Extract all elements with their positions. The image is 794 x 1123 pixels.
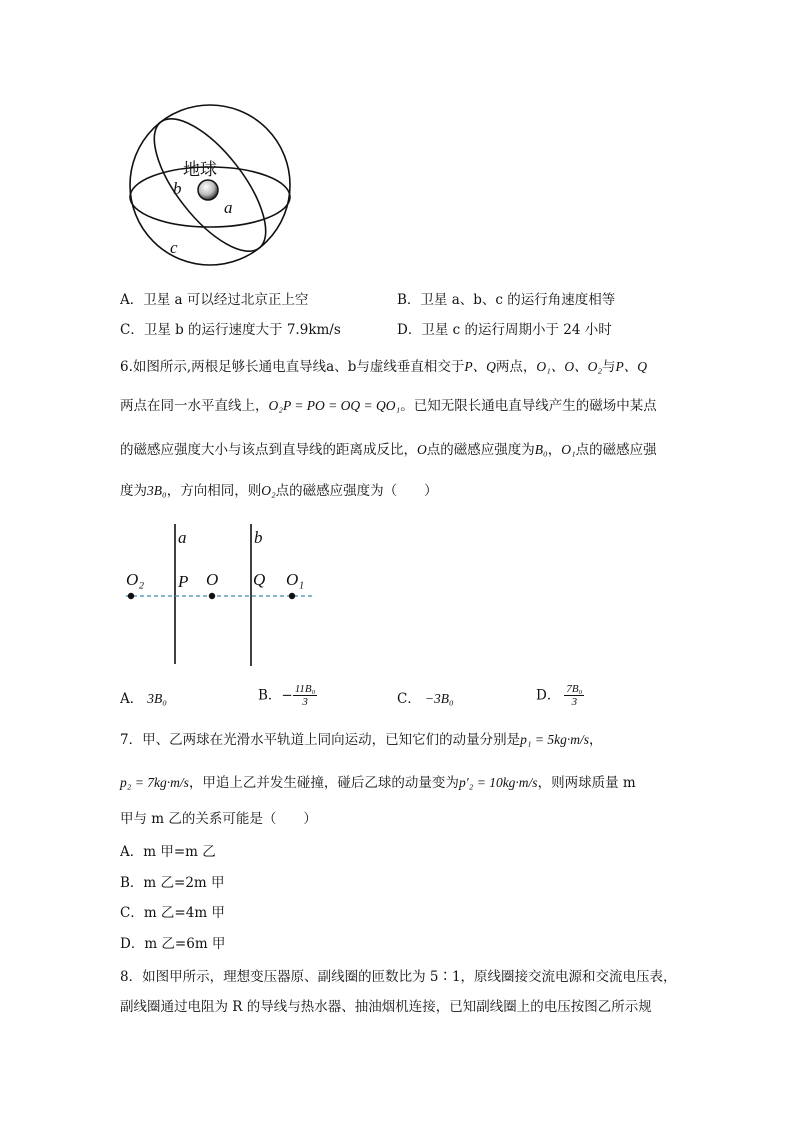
point-o1-label: O₁ — [286, 570, 305, 589]
q6-math: O₂ — [261, 483, 276, 498]
q7-option-c: C．m 乙=4m 甲 — [120, 905, 225, 921]
q6-math: 3B₀ — [147, 483, 167, 498]
q6-math: P、Q — [615, 359, 648, 374]
q6-math: O₁ — [561, 442, 576, 457]
q6-math: P、Q — [464, 359, 496, 374]
q6-text: 6.如图所示,两根足够长通电直导线a、b与虚线垂直相交于 — [120, 359, 465, 375]
q6-text: 两点， — [495, 359, 537, 375]
q7-line-2 — [120, 774, 636, 792]
satellite-orbit-figure — [120, 95, 310, 275]
option-letter: D． — [536, 687, 561, 704]
q6-line-2 — [120, 397, 657, 415]
q6-text: 与 — [602, 359, 616, 375]
q6-text: 的磁感应强度大小与该点到直导线的距离成反比， — [120, 442, 417, 458]
q6-line-1 — [120, 358, 647, 376]
q6-text: ， — [547, 442, 562, 458]
q7-option-d: D．m 乙=6m 甲 — [120, 936, 226, 952]
orbit-c-label: c — [170, 238, 178, 257]
q6-math: O₁、O、O₂ — [536, 359, 603, 374]
wire-figure — [120, 520, 330, 670]
q6-line-4 — [120, 482, 438, 500]
q5-option-b: B．卫星 a、b、c 的运行角速度相等 — [397, 292, 616, 308]
q5-option-a: A．卫星 a 可以经过北京正上空 — [120, 292, 309, 308]
q6-math: B₀ — [534, 442, 548, 457]
option-value: −3B₀ — [424, 691, 454, 706]
q7-option-a: A．m 甲=m 乙 — [120, 844, 216, 860]
q6-text: 。已知无限长通电直导线产生的磁场中某点 — [400, 398, 657, 414]
q6-option-a — [120, 690, 167, 708]
option-sign: − — [281, 687, 293, 704]
q6-option-d — [536, 683, 584, 708]
point-o2 — [128, 593, 134, 599]
orbit-diagram — [120, 95, 310, 275]
q7-line-3: 甲与 m 乙的关系可能是（ ） — [120, 811, 317, 827]
q7-math: p₂ = 7kg·m/s — [120, 775, 189, 790]
fraction-numerator: 7B₀ — [566, 683, 583, 695]
point-q-label: Q — [253, 570, 266, 589]
q7-text: ，甲追上乙并发生碰撞，碰后乙球的动量变为 — [188, 775, 459, 791]
q8-line-1: 8．如图甲所示，理想变压器原、副线圈的匝数比为 5∶1，原线圈接交流电源和交流电压表， — [120, 969, 677, 985]
point-o2-label: O₂ — [126, 570, 145, 589]
q7-text: 7．甲、乙两球在光滑水平轨道上同向运动，已知它们的动量分别是 — [120, 732, 521, 748]
point-o-label: O — [206, 570, 219, 589]
q7-option-b: B．m 乙=2m 甲 — [120, 875, 225, 891]
earth-label: 地球 — [183, 160, 217, 180]
q6-option-b — [258, 683, 317, 708]
option-letter: B． — [258, 687, 282, 704]
fraction-denominator: 3 — [302, 696, 308, 708]
q7-text: ， — [589, 732, 603, 748]
point-p-label: P — [178, 572, 189, 591]
wire-b-label: b — [254, 528, 263, 547]
orbit-a-label: a — [224, 198, 233, 217]
orbit-b-label: b — [173, 179, 182, 198]
fraction-numerator: 11B₀ — [294, 683, 316, 695]
q6-text: ，方向相同，则 — [166, 483, 262, 499]
q5-option-c: C．卫星 b 的运行速度大于 7.9km/s — [120, 322, 341, 338]
q6-text: 度为 — [120, 483, 147, 499]
fraction-denominator: 3 — [571, 696, 578, 708]
q6-math: O — [417, 442, 427, 457]
q6-text: 两点在同一水平直线上， — [120, 398, 269, 414]
point-o1 — [289, 593, 295, 599]
q7-math: p′₂ = 10kg·m/s — [458, 775, 538, 790]
earth-icon — [198, 180, 218, 200]
q6-text: 点的磁感应强度为（ ） — [275, 483, 438, 499]
wire-a-label: a — [178, 528, 187, 547]
q5-option-d: D．卫星 c 的运行周期小于 24 小时 — [397, 322, 612, 338]
q6-option-c — [397, 690, 454, 708]
option-fraction — [293, 683, 318, 708]
q8-line-2: 副线圈通过电阻为 R 的导线与热水器、抽油烟机连接，已知副线圈上的电压按图乙所示规 — [120, 999, 652, 1015]
q7-math: p₁ = 5kg·m/s — [520, 732, 590, 747]
wire-diagram — [120, 520, 330, 670]
option-fraction — [564, 683, 584, 708]
q6-text: 点的磁感应强 — [575, 442, 657, 458]
q7-text: ，则两球质量 m — [537, 775, 636, 791]
q6-text: 点的磁感应强度为 — [426, 442, 535, 458]
q6-line-3 — [120, 441, 657, 459]
point-o — [209, 593, 215, 599]
option-value: 3B₀ — [147, 691, 167, 706]
q6-math: O₂P = PO = OQ = QO₁ — [268, 398, 401, 413]
q7-line-1 — [120, 731, 603, 749]
option-letter: A． — [120, 691, 144, 707]
option-letter: C． — [397, 691, 421, 707]
